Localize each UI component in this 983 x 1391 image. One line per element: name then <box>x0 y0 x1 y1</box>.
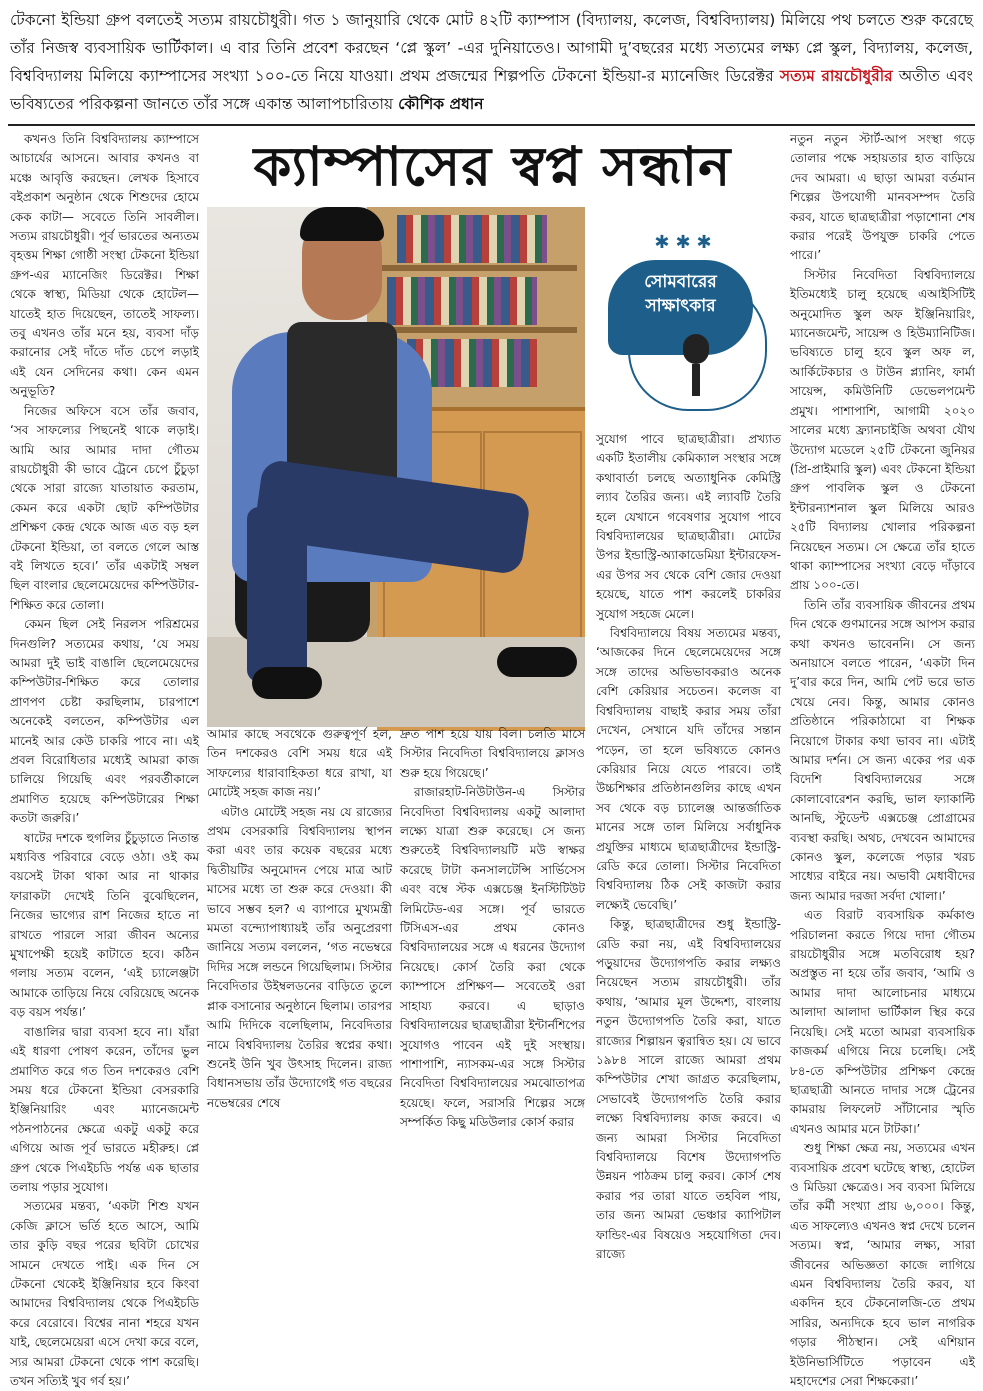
column-3 <box>400 725 585 1130</box>
intro-author: কৌশিক প্রধান <box>398 95 484 113</box>
col5-paragraph: তিনি তাঁর ব্যবসায়িক জীবনের প্রথম দিন থেকে গুণমানের সঙ্গে আপস করার কথা কখনও ভাবেননি। সে জন্য অনায়াসে বলতে পারেন, ‘একটা দিন দু’বার করে দিন, আমি পেট ভরে ভাত খেয়ে নেব। কিন্তু, আমার কোনও প্রতিষ্ঠানে পরিকাঠামো বা শিক্ষক নিয়োগে টাকার কথা ভাবব না। এটাই আমার দর্শন। সে জন্য একের পর এক বিদেশি বিশ্ববিদ্যালয়ের সঙ্গে কোলাবোরেশন করছি, ভাল ফ্যাকাল্টি আনছি, স্টুডেন্ট এক্সচেঞ্জ প্রোগ্রামের ব্যবস্থা করছি। অথচ, দেখবেন আমাদের কোনও স্কুল, কলেজে পড়ার খরচ সাধ্যের বাইরে নয়। অভাবী মেধাবীদের জন্য আমার দরজা সর্বদা খোলা।’ <box>790 597 975 903</box>
col4-paragraph: সুযোগ পাবে ছাত্রছাত্রীরা। প্রখ্যাত একটি ইতালীয় কেমিক্যাল সংস্থার সঙ্গে কথাবার্তা চলছে অত্যাধুনিক কেমিস্ট্রি ল্যাব তৈরির জন্য। এই ল্যাবটি তৈরি হলে যেখানে গবেষণার সুযোগ পাবে বিশ্ববিদ্যালয়ের ছাত্রছাত্রীরা। মোটের উপর ইন্ডাস্ট্রি-অ্যাকাডেমিয়া ইন্টারফেস-এর উপর সব থেকে বেশি জোর দেওয়া হয়েছে, যাতে পাশ করলেই চাকরির সুযোগ সহজে মেলে। <box>596 432 781 621</box>
col2-paragraph: আমার কাছে সবথেকে গুরুত্বপূর্ণ হল, তিন দশকেরও বেশি সময় ধরে এই সাফল্যের ধারাবাহিকতা ধরে রাখা, যা মোটেই সহজ কাজ নয়।’ <box>207 727 392 800</box>
stars-decoration: ✱✱✱ <box>654 232 718 253</box>
badge-label <box>608 270 753 318</box>
top-rule <box>8 124 975 126</box>
books <box>387 277 537 325</box>
column-1 <box>10 130 199 1388</box>
microphone-icon <box>683 334 709 394</box>
leg <box>247 507 307 682</box>
shoe <box>252 667 322 699</box>
col3-paragraph: রাজারহাট-নিউটাউন-এ সিস্টার নিবেদিতা বিশ্ববিদ্যালয় একটু আলাদা লক্ষ্যে যাত্রা শুরু করেছে। সে জন্য শুরুতেই বিশ্ববিদ্যালয়টি মউ স্বাক্ষর করেছে টাটা কনসালটেন্সি সার্ভিসেস এবং বম্বে স্টক এক্সচেঞ্জ ইনস্টিটিউট লিমিটেড-এর সঙ্গে। পূর্ব ভারতে টিসিএস-এর প্রথম কোনও বিশ্ববিদ্যালয়ের সঙ্গে এ ধরনের উদ্যোগ নিয়েছে। কোর্স তৈরি করা থেকে ক্যাম্পাসে প্রশিক্ষণ— সবেতেই ওরা সাহায্য করবে। এ ছাড়াও বিশ্ববিদ্যালয়ের ছাত্রছাত্রীরা ইন্টার্নশিপের সুযোগও পাবেন এই দুই সংস্থায়। পাশাপাশি, ন্যাসকম-এর সঙ্গে সিস্টার নিবেদিতা বিশ্ববিদ্যালয়ের সমঝোতাপত্র হয়েছে। ফলে, সরাসরি শিল্পের সঙ্গে সম্পর্কিত কিছু মডিউলার কোর্স করার <box>400 785 585 1130</box>
col1-paragraph: কেমন ছিল সেই নিরলস পরিশ্রমের দিনগুলি? সত্যমের কথায়, ‘যে সময় আমরা দুই ভাই বাঙালি ছেলেমেয়েদের কম্পিউটার-শিক্ষিত করে তোলার প্রাণপণ চেষ্টা করছিলাম, চারপাশে অনেকেই বলতেন, কম্পিউটার এল মানেই আর কেউ চাকরি পাবে না। এই প্রবল বিরোধিতার মধ্যেই আমরা কাজ চালিয়ে গিয়েছি এবং পরবর্তীকালে প্রমাণিত হয়েছে কম্পিউটারের শিক্ষা কতটা জরুরি।’ <box>10 617 199 826</box>
portrait-photo <box>207 207 585 720</box>
intro-paragraph <box>10 6 973 118</box>
shelf-board <box>377 327 577 333</box>
interview-badge <box>600 212 772 422</box>
books <box>397 215 547 263</box>
col2-paragraph: এটাও মোটেই সহজ নয় যে রাজ্যের প্রথম বেসরকারি বিশ্ববিদ্যালয় স্থাপন করা এবং তার কয়েক বছরের মধ্যে দ্বিতীয়টির অনুমোদন পেয়ে মাত্র আট মাসের মধ্যে তা শুরু করে দেওয়া। কী ভাবে সম্ভব হল? এ ব্যাপারে মুখ্যমন্ত্রী মমতা বন্দ্যোপাধ্যায়ই তাঁর অনুপ্রেরণা জানিয়ে সত্যম বললেন, ‘গত নভেম্বরে দিদির সঙ্গে লন্ডনে গিয়েছিলাম। সিস্টার নিবেদিতার উইম্বলডনের বাড়িতে তুলে প্লাক বসানোর অনুষ্ঠানে ছিলাম। তারপর আমি দিদিকে বলেছিলাম, নিবেদিতার নামে বিশ্ববিদ্যালয় তৈরির স্বপ্নের কথা। শুনেই উনি খুব উৎসাহ দিলেন। রাজ্য বিধানসভায় তাঁর উদ্যোগেই গত বছরের নভেম্বরের শেষে <box>207 804 392 1110</box>
column-4 <box>596 430 781 1262</box>
col4-paragraph: কিন্তু, ছাত্রছাত্রীদের শুধু ইন্ডাস্ট্রি-রেডি করা নয়, এই বিশ্ববিদ্যালয়ের পড়ুয়াদের উদ্যোগপতি করার লক্ষ্যও নিয়েছেন সত্যম রায়চৌধুরী। তাঁর কথায়, ‘আমার মূল উদ্দেশ্য, বাংলায় নতুন উদ্যোগপতি তৈরি করা, যাতে রাজ্যের শিল্পায়ন ত্বরান্বিত হয়। যে ভাবে ১৯৮৪ সালে রাজ্যে আমরা প্রথম কম্পিউটার শেখা জাগ্রত করেছিলাম, সেভাবেই উদ্যোগপতি তৈরি করার লক্ষ্যে বিশ্ববিদ্যালয় কাজ করবে। এ জন্য আমরা সিস্টার নিবেদিতা বিশ্ববিদ্যালয়ে বিশেষ উদ্যোগপতি উন্নয়ন পাঠক্রম চালু করব। কোর্স শেষ করার পর তারা যাতে তহবিল পায়, তার জন্য আমরা ভেঞ্চার ক্যাপিটাল ফান্ডিং-এর বিষয়েও সহযোগিতা দেব। রাজ্যে <box>596 917 781 1262</box>
col5-paragraph: নতুন নতুন স্টার্ট-আপ সংস্থা গড়ে তোলার পক্ষে সহায়তার হাত বাড়িয়ে দেব আমরা। এ ছাড়া আমরা বর্তমান শিল্পের উপযোগী মানবসম্পদ তৈরি করব, যাতে ছাত্রছাত্রীরা পড়াশোনা শেষ করার পরেই উপযুক্ত চাকরি পেতে পারে।’ <box>790 132 975 263</box>
shoe <box>497 647 577 677</box>
col1-paragraph: বাঙালির দ্বারা ব্যবসা হবে না। যাঁরা এই ধারণা পোষণ করেন, তাঁদের ভুল প্রমাণিত করে গত তিন দশকেরও বেশি সময় ধরে টেকনো ইন্ডিয়া বেসরকারি ইঞ্জিনিয়ারিং এবং ম্যানেজমেন্ট পঠনপাঠনের ক্ষেত্রে একটু একটু করে এগিয়ে আজ পূর্ব ভারতে মহীরুহ। প্লে গ্রুপ থেকে পিএইচডি পর্যন্ত এক ছাতার তলায় পড়ার সুযোগ। <box>10 1024 199 1194</box>
col4-paragraph: বিশ্ববিদ্যালয়ে বিষয় সত্যমের মন্তব্য, ‘আজকের দিনে ছেলেমেয়েদের সঙ্গে সঙ্গে তাদের অভিভাবকরাও অনেক বেশি কেরিয়ার সচেতন। কলেজ বা বিশ্ববিদ্যালয় বাছাই করার সময় তাঁরা দেখেন, সেখানে যদি তাঁদের সন্তান পড়েন, তা হলে ভবিষ্যতে কোনও কেরিয়ার নিয়ে যেতে পারবে। তাই উচ্চশিক্ষার প্রতিষ্ঠানগুলির কাছে এখন সব থেকে বড় চ্যালেঞ্জ আন্তর্জাতিক মানের সঙ্গে তাল মিলিয়ে সর্বাধুনিক প্রযুক্তির মাধ্যমে ছাত্রছাত্রীদের ইন্ডাস্ট্রি-রেডি করে তোলা। সিস্টার নিবেদিতা বিশ্ববিদ্যালয় ঠিক সেই কাজটা করার লক্ষ্যেই ভেবেছি।’ <box>596 626 781 912</box>
col5-paragraph: সিস্টার নিবেদিতা বিশ্ববিদ্যালয়ে ইতিমধ্যেই চালু হয়েছে এআইসিটিই অনুমোদিত স্কুল অফ ইঞ্জিনিয়ারিং, ম্যানেজমেন্ট, সায়েন্স ও হিউম্যানিটিজ। ভবিষ্যতে চালু হবে স্কুল অফ ল, আর্কিটেকচার ও টাউন প্ল্যানিং, ফার্মা সায়েন্স, কমিউনিটি ডেভেলপমেন্ট প্রমুখ। পাশাপাশি, আগামী ২০২০ সালের মধ্যে ফ্র্যানচাইজি অথবা যৌথ উদ্যোগ মডেলে ২৫টি টেকনো জুনিয়র (প্রি-প্রাইমারি স্কুল) এবং টেকনো ইন্ডিয়া গ্রুপ পাবলিক স্কুল ও টেকনো ইন্টারন্যাশনাল স্কুল মিলিয়ে আরও ২৫টি বিদ্যালয় খোলার পরিকল্পনা নিয়েছেন সত্যম। সে ক্ষেত্রে তাঁর হাতে থাকা ক্যাম্পাসের সংখ্যা বেড়ে দাঁড়াবে প্রায় ১০০-তে। <box>790 267 975 593</box>
col1-paragraph: ষাটের দশকে হুগলির চুঁচুড়াতে নিতান্ত মধ্যবিত্ত পরিবারে বেড়ে ওঠা। ওই কম বয়সেই টাকা থাকা আর না থাকার ফারাকটা দেখেই তিনি বুঝেছিলেন, নিজের ভাগ্যের রাশ নিজের হাতে না রাখতে পারলে সারা জীবন অন্যের মুখাপেক্ষী হয়েই কাটাতে হবে। কঠিন গলায় সত্যম বলেন, ‘এই চ্যালেঞ্জটা আমাকে তাড়িয়ে নিয়ে বেরিয়েছে অনেক বড় বয়স পর্যন্ত।’ <box>10 830 199 1020</box>
col1-paragraph: সত্যমের মন্তব্য, ‘একটা শিশু যখন কেজি ক্লাসে ভর্তি হতে আসে, আমি তার কুড়ি বছর পরের ছবিটা চোখের সামনে দেখতে পাই। এক দিন সে টেকনো থেকেই ইঞ্জিনিয়ার হবে কিংবা আমাদের বিশ্ববিদ্যালয় থেকে পিএইচডি করে বেরোবে। বিশ্বের নানা শহরে যখন যাই, ছেলেমেয়েরা এসে দেখা করে বলে, স্যর আমরা টেকনো থেকে পাশ করেছি। তখন সত্যিই খুব গর্ব হয়।’ <box>10 1199 199 1388</box>
badge-line-1: সোমবারের <box>644 272 717 292</box>
col5-paragraph: এত বিরাট ব্যবসায়িক কর্মকাণ্ড পরিচালনা করতে গিয়ে দাদা গৌতম রায়চৌধুরীর সঙ্গে মতবিরোধ হয়? অপ্রস্তুত না হয়ে তাঁর জবাব, ‘আমি ও আমার দাদা আলোচনার মাধ্যমে আলাদা আলাদা ভার্টিকাল স্থির করে নিয়েছি। সেই মতো আমরা ব্যবসায়িক কাজকর্ম এগিয়ে নিয়ে চলেছি। সেই ৮৪-তে কম্পিউটার প্রশিক্ষণ কেন্দ্রে ছাত্রছাত্রী আনতে দাদার সঙ্গে ট্রেনের কামরায় লিফলেট সাঁটানোর স্মৃতি এখনও আমার মনে টাটকা।’ <box>790 908 975 1136</box>
col1-paragraph: কখনও তিনি বিশ্ববিদ্যালয় ক্যাম্পাসে আচার্যের আসনে। আবার কখনও বা মঞ্চে আবৃত্তি করছেন। লেখক হিসাবে বইপ্রকাশ অনুষ্ঠান থেকে শিশুদের হোমে কেক কাটা— সবেতে তিনি সাবলীল। সত্যম রায়চৌধুরী। পূর্ব ভারতের অন্যতম বৃহত্তম শিক্ষা গোষ্ঠী সংস্থা টেকনো ইন্ডিয়া গ্রুপ-এর ম্যানেজিং ডিরেক্টর। শিক্ষা থেকে স্বাস্থ্য, মিডিয়া থেকে হোটেল— যাতেই হাত দিয়েছেন, তাতেই সাফল্য। তবু এখনও তাঁর মনে হয়, ব্যবসা দাঁড় করানোর সেই দাঁতে দাঁত চেপে লড়াই এই যেন সেদিনের কথা। কেন এমন অনুভূতি? <box>10 132 199 399</box>
intro-text-2: অতীত এবং ভবিষ্যতের পরিকল্পনা জানতে তাঁর সঙ্গে একান্ত আলাপচারিতায় <box>10 67 973 113</box>
intro-text-1: টেকনো ইন্ডিয়া গ্রুপ বলতেই সত্যম রায়চৌধুরী। গত ১ জানুয়ারি থেকে মোট ৪২টি ক্যাম্পাস (বিদ্যালয়, কলেজ, বিশ্ববিদ্যালয়) মিলিয়ে পথ চলতে শুরু করেছে তাঁর নিজস্ব ব্যবসায়িক ভার্টিকাল। এ বার তিনি প্রবেশ করছেন ‘প্লে স্কুল’ -এর দুনিয়াতেও। আগামী দু’বছরের মধ্যে সত্যমের লক্ষ্য প্লে স্কুল, বিদ্যালয়, কলেজ, বিশ্ববিদ্যালয় মিলিয়ে ক্যাম্পাসের সংখ্যা ১০০-তে নিয়ে যাওয়া। প্রথম প্রজন্মের শিল্পপতি টেকনো ইন্ডিয়া-র ম্যানেজিং ডিরেক্টর <box>10 11 973 85</box>
hair <box>300 207 384 241</box>
intro-name: সত্যম রায়চৌধুরীর <box>779 67 893 85</box>
column-5 <box>790 130 975 1388</box>
col5-paragraph: শুধু শিক্ষা ক্ষেত্র নয়, সত্যমের এখন ব্যবসায়িক প্রবেশ ঘটেছে স্বাস্থ্য, হোটেল ও মিডিয়া ক্ষেত্রেও। সব ব্যবসা মিলিয়ে তাঁর কর্মী সংখ্যা প্রায় ৬,০০০। কিন্তু, এত সাফল্যেও এখনও স্বপ্ন দেখে চলেন সত্যম। স্বপ্ন, ‘আমার লক্ষ্য, সারা জীবনের অভিজ্ঞতা কাজে লাগিয়ে এমন বিশ্ববিদ্যালয় তৈরি করব, যা একদিন হবে টেকনোলজি-তে প্রথম সারির, অন্যদিকে হবে ভাল নাগরিক গড়ার পীঠস্থান। সেই এশিয়ান ইউনিভার্সিটিতে পড়াবেন এই মহাদেশের সেরা শিক্ষকেরা।’ <box>790 1141 975 1388</box>
shelf-board <box>377 265 577 271</box>
headline: ক্যাম্পাসের স্বপ্ন সন্ধান <box>253 134 732 198</box>
badge-line-2: সাক্ষাৎকার <box>645 296 716 316</box>
col1-paragraph: নিজের অফিসে বসে তাঁর জবাব, ‘সব সাফল্যের পিছনেই থাকে লড়াই। আমি আর আমার দাদা গৌতম রায়চৌধুরী কী ভাবে ট্রেনে চেপে চুঁচুড়া থেকে সারা রাজ্যে যাতায়াত করতাম, কেমন করে একটা ছোট কম্পিউটার প্রশিক্ষণ কেন্দ্র থেকে আজ এত বড় হল টেকনো ইন্ডিয়া, তা বলতে গেলে আস্ত বই লিখতে হবে।’ তাঁর একটাই সম্বল ছিল বাংলার ছেলেমেয়েদের কম্পিউটার-শিক্ষিত করে তোলা। <box>10 403 199 612</box>
column-2 <box>207 725 392 1110</box>
col3-paragraph: দ্রুত পাশ হয়ে যায় বিল। চলতি মাসে সিস্টার নিবেদিতা বিশ্ববিদ্যালয়ে ক্লাসও শুরু হয়ে গিয়েছে।’ <box>400 727 585 780</box>
